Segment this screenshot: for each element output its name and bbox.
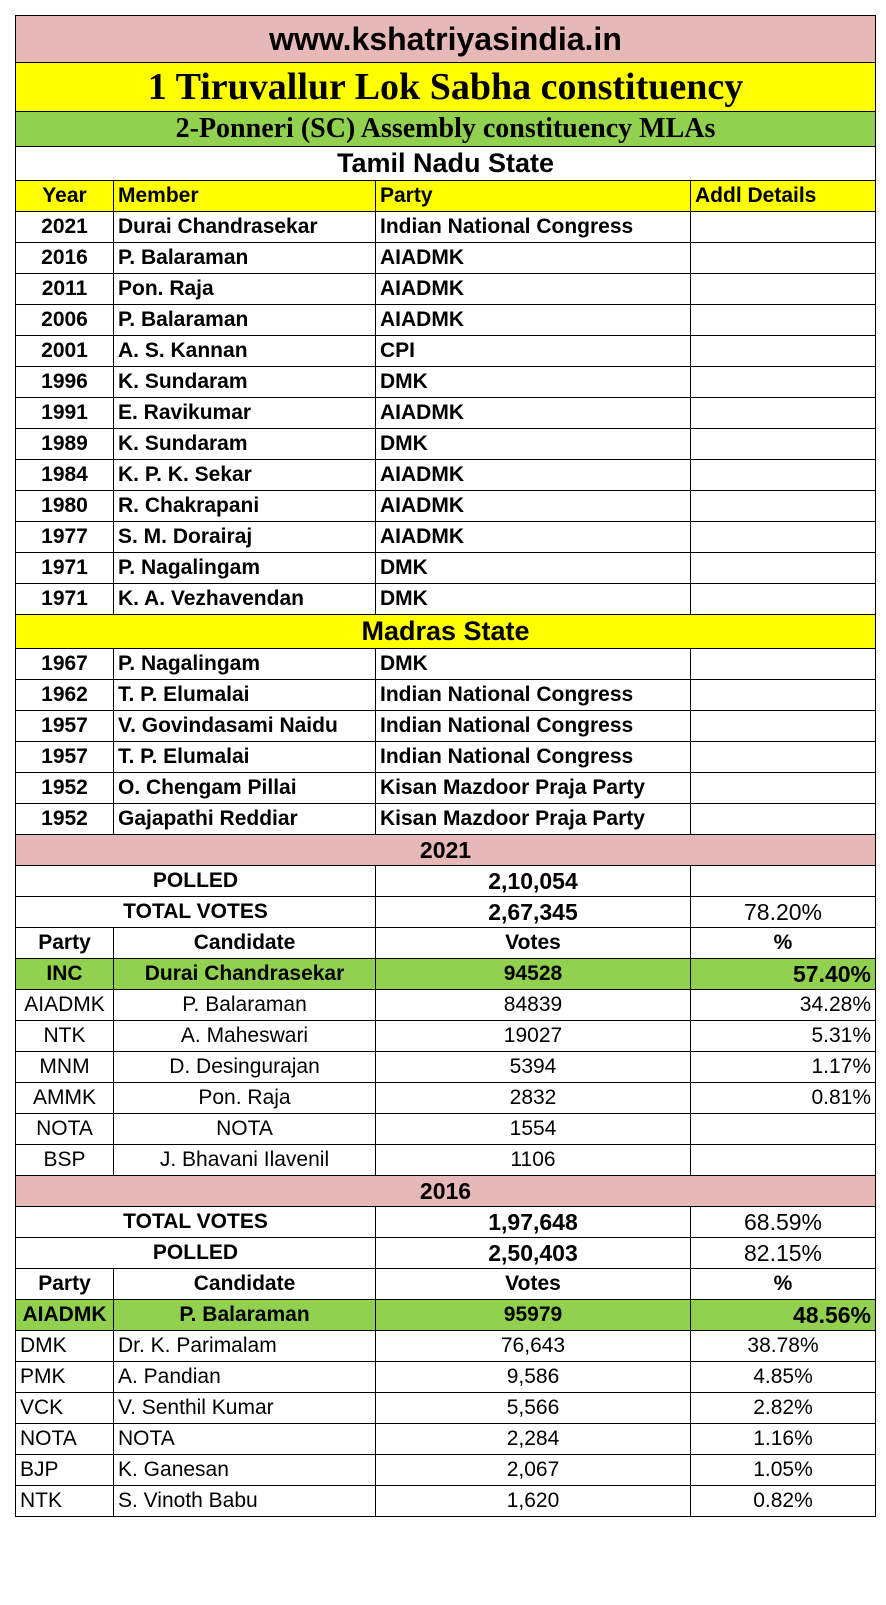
- table-row: [16, 649, 876, 680]
- mla-member: O. Chengam Pillai: [114, 773, 376, 804]
- winner-candidate: Durai Chandrasekar: [114, 959, 376, 990]
- page-title: 1 Tiruvallur Lok Sabha constituency: [16, 63, 876, 112]
- mla-details: [691, 305, 876, 336]
- mla-year: 1957: [16, 711, 114, 742]
- result-party: DMK: [16, 1331, 114, 1362]
- mla-member: Gajapathi Reddiar: [114, 804, 376, 835]
- table-row: [16, 460, 876, 491]
- stat-value: 2,10,054: [376, 866, 691, 897]
- result-percent: 1.16%: [691, 1424, 876, 1455]
- mla-member: K. A. Vezhavendan: [114, 584, 376, 615]
- winner-row: [16, 1300, 876, 1331]
- mla-party: Kisan Mazdoor Praja Party: [376, 804, 691, 835]
- result-votes: 2,284: [376, 1424, 691, 1455]
- mla-member: P. Balaraman: [114, 305, 376, 336]
- result-party: BJP: [16, 1455, 114, 1486]
- result-votes: 1,620: [376, 1486, 691, 1517]
- mla-details: [691, 336, 876, 367]
- mla-party: Indian National Congress: [376, 742, 691, 773]
- mla-member: K. Sundaram: [114, 429, 376, 460]
- mla-member: T. P. Elumalai: [114, 680, 376, 711]
- table-row: [16, 1362, 876, 1393]
- title-row: [16, 63, 876, 112]
- winner-party: AIADMK: [16, 1300, 114, 1331]
- result-percent: 5.31%: [691, 1021, 876, 1052]
- stat-row: [16, 897, 876, 928]
- result-votes: 84839: [376, 990, 691, 1021]
- stat-row: [16, 1207, 876, 1238]
- mla-member: A. S. Kannan: [114, 336, 376, 367]
- result-votes: 5,566: [376, 1393, 691, 1424]
- header-votes: Votes: [376, 1269, 691, 1300]
- mla-year: 2011: [16, 274, 114, 305]
- mla-member: P. Nagalingam: [114, 649, 376, 680]
- mla-member: Pon. Raja: [114, 274, 376, 305]
- column-header-row: [16, 181, 876, 212]
- header-details: Addl Details: [691, 181, 876, 212]
- table-row: [16, 367, 876, 398]
- stat-percent: 78.20%: [691, 897, 876, 928]
- result-percent: 38.78%: [691, 1331, 876, 1362]
- election-year: 2016: [16, 1176, 876, 1207]
- mla-details: [691, 274, 876, 305]
- result-votes: 1554: [376, 1114, 691, 1145]
- winner-party: INC: [16, 959, 114, 990]
- mla-details: [691, 680, 876, 711]
- mla-details: [691, 804, 876, 835]
- table-row: [16, 990, 876, 1021]
- mla-party: DMK: [376, 553, 691, 584]
- header-party: Party: [16, 928, 114, 959]
- mla-party: Indian National Congress: [376, 212, 691, 243]
- table-body: [16, 16, 876, 1517]
- winner-percent: 57.40%: [691, 959, 876, 990]
- site-row: [16, 16, 876, 63]
- table-row: [16, 804, 876, 835]
- mla-member: E. Ravikumar: [114, 398, 376, 429]
- result-party: BSP: [16, 1145, 114, 1176]
- result-votes: 19027: [376, 1021, 691, 1052]
- mla-year: 1952: [16, 773, 114, 804]
- mla-party: AIADMK: [376, 460, 691, 491]
- result-candidate: A. Pandian: [114, 1362, 376, 1393]
- result-votes: 2,067: [376, 1455, 691, 1486]
- result-candidate: NOTA: [114, 1114, 376, 1145]
- mla-details: [691, 522, 876, 553]
- header-party: Party: [16, 1269, 114, 1300]
- mla-details: [691, 773, 876, 804]
- mla-details: [691, 367, 876, 398]
- result-percent: 4.85%: [691, 1362, 876, 1393]
- header-votes: Votes: [376, 928, 691, 959]
- section-title: Tamil Nadu State: [16, 147, 876, 181]
- result-candidate: NOTA: [114, 1424, 376, 1455]
- result-header-row: [16, 1269, 876, 1300]
- mla-year: 1957: [16, 742, 114, 773]
- mla-details: [691, 429, 876, 460]
- table-row: [16, 305, 876, 336]
- result-party: NTK: [16, 1486, 114, 1517]
- stat-row: [16, 866, 876, 897]
- mla-party: Indian National Congress: [376, 680, 691, 711]
- winner-row: [16, 959, 876, 990]
- mla-year: 1962: [16, 680, 114, 711]
- mla-party: AIADMK: [376, 243, 691, 274]
- stat-value: 1,97,648: [376, 1207, 691, 1238]
- result-party: VCK: [16, 1393, 114, 1424]
- mla-member: S. M. Dorairaj: [114, 522, 376, 553]
- table-row: [16, 212, 876, 243]
- stat-label: TOTAL VOTES: [16, 897, 376, 928]
- table-row: [16, 584, 876, 615]
- mla-year: 2001: [16, 336, 114, 367]
- table-row: [16, 491, 876, 522]
- mla-member: P. Nagalingam: [114, 553, 376, 584]
- result-candidate: P. Balaraman: [114, 990, 376, 1021]
- mla-party: DMK: [376, 649, 691, 680]
- result-candidate: J. Bhavani Ilavenil: [114, 1145, 376, 1176]
- stat-label: POLLED: [16, 1238, 376, 1269]
- mla-details: [691, 491, 876, 522]
- stat-value: 2,67,345: [376, 897, 691, 928]
- mla-year: 1984: [16, 460, 114, 491]
- mla-details: [691, 212, 876, 243]
- table-row: [16, 742, 876, 773]
- table-row: [16, 680, 876, 711]
- mla-party: AIADMK: [376, 305, 691, 336]
- result-party: MNM: [16, 1052, 114, 1083]
- table-row: [16, 1486, 876, 1517]
- table-row: [16, 1083, 876, 1114]
- table-row: [16, 1052, 876, 1083]
- table-row: [16, 1114, 876, 1145]
- result-candidate: A. Maheswari: [114, 1021, 376, 1052]
- mla-year: 2021: [16, 212, 114, 243]
- mla-year: 2016: [16, 243, 114, 274]
- result-candidate: Dr. K. Parimalam: [114, 1331, 376, 1362]
- mla-details: [691, 398, 876, 429]
- constituency-table: [15, 15, 876, 1517]
- site-url: www.kshatriyasindia.in: [16, 16, 876, 63]
- result-percent: [691, 1114, 876, 1145]
- result-party: NOTA: [16, 1424, 114, 1455]
- mla-year: 1996: [16, 367, 114, 398]
- result-votes: 5394: [376, 1052, 691, 1083]
- result-candidate: S. Vinoth Babu: [114, 1486, 376, 1517]
- election-year: 2021: [16, 835, 876, 866]
- result-votes: 1106: [376, 1145, 691, 1176]
- mla-member: K. P. K. Sekar: [114, 460, 376, 491]
- mla-year: 1989: [16, 429, 114, 460]
- stat-label: POLLED: [16, 866, 376, 897]
- mla-party: AIADMK: [376, 398, 691, 429]
- result-percent: 34.28%: [691, 990, 876, 1021]
- table-row: [16, 1455, 876, 1486]
- mla-details: [691, 553, 876, 584]
- stat-percent: [691, 866, 876, 897]
- section-row: [16, 615, 876, 649]
- mla-details: [691, 711, 876, 742]
- section-title: Madras State: [16, 615, 876, 649]
- mla-year: 2006: [16, 305, 114, 336]
- table-row: [16, 773, 876, 804]
- table-row: [16, 1021, 876, 1052]
- result-votes: 9,586: [376, 1362, 691, 1393]
- winner-votes: 95979: [376, 1300, 691, 1331]
- result-candidate: V. Senthil Kumar: [114, 1393, 376, 1424]
- mla-party: AIADMK: [376, 274, 691, 305]
- winner-votes: 94528: [376, 959, 691, 990]
- mla-party: Indian National Congress: [376, 711, 691, 742]
- mla-details: [691, 584, 876, 615]
- mla-member: Durai Chandrasekar: [114, 212, 376, 243]
- mla-member: V. Govindasami Naidu: [114, 711, 376, 742]
- mla-member: R. Chakrapani: [114, 491, 376, 522]
- result-party: AMMK: [16, 1083, 114, 1114]
- table-row: [16, 429, 876, 460]
- result-party: PMK: [16, 1362, 114, 1393]
- mla-details: [691, 243, 876, 274]
- table-row: [16, 1393, 876, 1424]
- mla-member: T. P. Elumalai: [114, 742, 376, 773]
- header-party: Party: [376, 181, 691, 212]
- result-header-row: [16, 928, 876, 959]
- stat-value: 2,50,403: [376, 1238, 691, 1269]
- table-row: [16, 1145, 876, 1176]
- header-year: Year: [16, 181, 114, 212]
- section-row: [16, 147, 876, 181]
- subtitle-row: [16, 112, 876, 147]
- winner-percent: 48.56%: [691, 1300, 876, 1331]
- mla-year: 1971: [16, 584, 114, 615]
- result-candidate: K. Ganesan: [114, 1455, 376, 1486]
- table-row: [16, 711, 876, 742]
- table-row: [16, 1331, 876, 1362]
- result-percent: 1.17%: [691, 1052, 876, 1083]
- header-member: Member: [114, 181, 376, 212]
- stat-percent: 68.59%: [691, 1207, 876, 1238]
- result-percent: 2.82%: [691, 1393, 876, 1424]
- mla-year: 1967: [16, 649, 114, 680]
- stat-row: [16, 1238, 876, 1269]
- header-percent: %: [691, 1269, 876, 1300]
- winner-candidate: P. Balaraman: [114, 1300, 376, 1331]
- mla-details: [691, 460, 876, 491]
- mla-year: 1991: [16, 398, 114, 429]
- mla-party: CPI: [376, 336, 691, 367]
- mla-party: Kisan Mazdoor Praja Party: [376, 773, 691, 804]
- table-row: [16, 274, 876, 305]
- mla-year: 1952: [16, 804, 114, 835]
- result-percent: 0.82%: [691, 1486, 876, 1517]
- mla-year: 1977: [16, 522, 114, 553]
- mla-member: P. Balaraman: [114, 243, 376, 274]
- mla-party: DMK: [376, 429, 691, 460]
- result-party: NOTA: [16, 1114, 114, 1145]
- page-subtitle: 2-Ponneri (SC) Assembly constituency MLAs: [16, 112, 876, 147]
- table-row: [16, 553, 876, 584]
- table-row: [16, 1424, 876, 1455]
- mla-party: AIADMK: [376, 491, 691, 522]
- header-percent: %: [691, 928, 876, 959]
- result-party: AIADMK: [16, 990, 114, 1021]
- election-year-row: [16, 835, 876, 866]
- result-candidate: Pon. Raja: [114, 1083, 376, 1114]
- result-candidate: D. Desingurajan: [114, 1052, 376, 1083]
- stat-percent: 82.15%: [691, 1238, 876, 1269]
- mla-details: [691, 649, 876, 680]
- mla-party: DMK: [376, 584, 691, 615]
- table-row: [16, 522, 876, 553]
- header-candidate: Candidate: [114, 928, 376, 959]
- table-row: [16, 398, 876, 429]
- result-percent: 1.05%: [691, 1455, 876, 1486]
- stat-label: TOTAL VOTES: [16, 1207, 376, 1238]
- election-year-row: [16, 1176, 876, 1207]
- mla-year: 1980: [16, 491, 114, 522]
- result-votes: 76,643: [376, 1331, 691, 1362]
- table-row: [16, 336, 876, 367]
- result-party: NTK: [16, 1021, 114, 1052]
- table-row: [16, 243, 876, 274]
- result-votes: 2832: [376, 1083, 691, 1114]
- mla-party: DMK: [376, 367, 691, 398]
- mla-party: AIADMK: [376, 522, 691, 553]
- header-candidate: Candidate: [114, 1269, 376, 1300]
- mla-details: [691, 742, 876, 773]
- result-percent: [691, 1145, 876, 1176]
- mla-member: K. Sundaram: [114, 367, 376, 398]
- mla-year: 1971: [16, 553, 114, 584]
- result-percent: 0.81%: [691, 1083, 876, 1114]
